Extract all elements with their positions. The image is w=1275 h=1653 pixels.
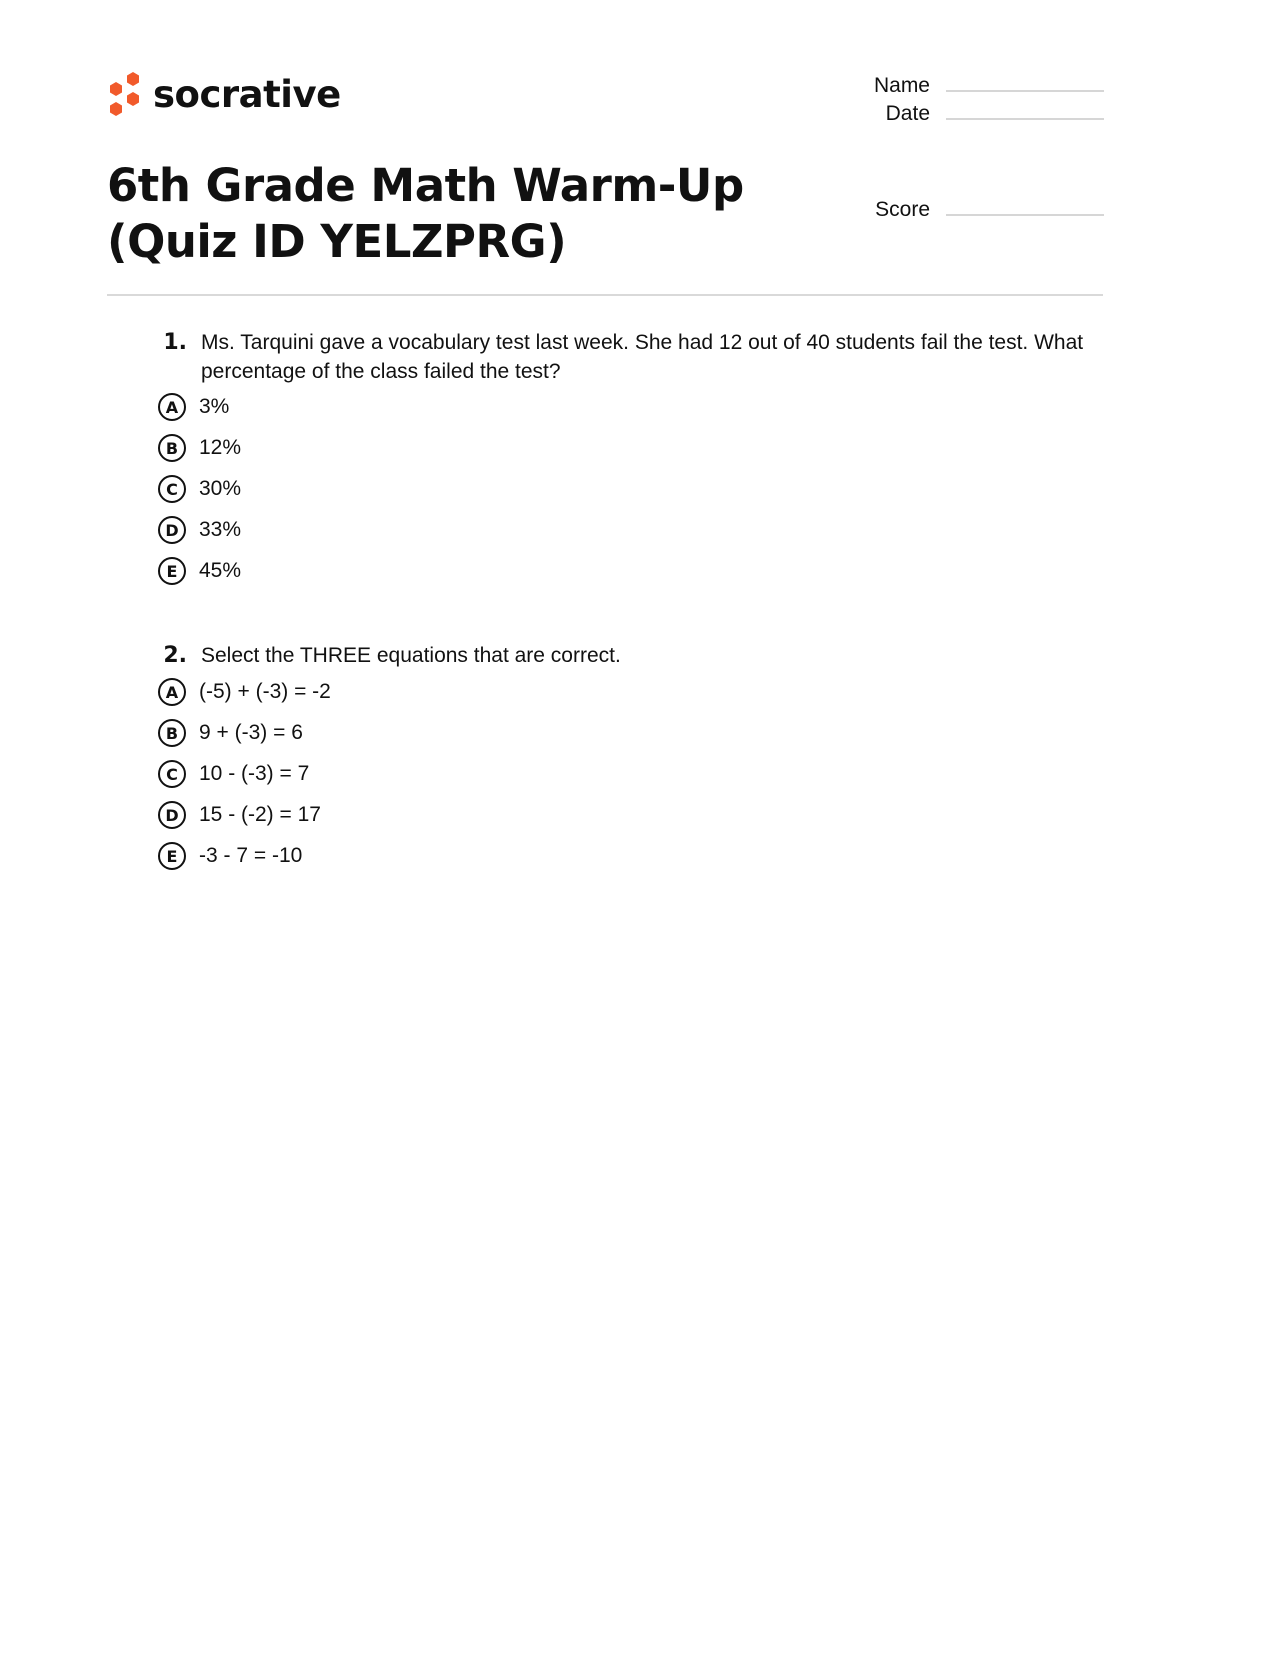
option-text: 15 - (-2) = 17 bbox=[199, 803, 321, 826]
option-b[interactable] bbox=[158, 432, 241, 464]
answer-bubble[interactable]: C bbox=[158, 760, 186, 788]
answer-bubble[interactable]: B bbox=[158, 719, 186, 747]
hexagon-cluster-icon bbox=[107, 72, 143, 120]
option-e[interactable] bbox=[158, 555, 241, 587]
answer-bubble[interactable]: E bbox=[158, 557, 186, 585]
answer-bubble[interactable]: D bbox=[158, 801, 186, 829]
brand-name: socrative bbox=[153, 72, 341, 116]
question-text: Ms. Tarquini gave a vocabulary test last week. She had 12 out of 40 students fail the test. What percentage of the class failed the test? bbox=[201, 331, 1084, 383]
socrative-logo bbox=[107, 70, 341, 122]
option-text: 30% bbox=[199, 477, 242, 500]
option-d[interactable] bbox=[158, 514, 241, 546]
answer-bubble[interactable]: A bbox=[158, 678, 186, 706]
option-e[interactable] bbox=[158, 840, 302, 872]
option-text: 45% bbox=[199, 559, 242, 582]
answer-bubble[interactable]: D bbox=[158, 516, 186, 544]
score-field[interactable] bbox=[840, 198, 1104, 222]
name-field[interactable] bbox=[840, 74, 1104, 98]
option-a[interactable] bbox=[158, 676, 331, 708]
option-text: 3% bbox=[199, 395, 230, 418]
option-c[interactable] bbox=[158, 473, 241, 505]
option-text: 33% bbox=[199, 518, 242, 541]
question-number: 1. bbox=[163, 330, 187, 355]
option-d[interactable] bbox=[158, 799, 321, 831]
quiz-title: 6th Grade Math Warm-Up (Quiz ID YELZPRG) bbox=[107, 159, 744, 268]
answer-bubble[interactable]: C bbox=[158, 475, 186, 503]
name-label: Name bbox=[873, 74, 930, 97]
option-c[interactable] bbox=[158, 758, 309, 790]
answer-bubble[interactable]: A bbox=[158, 393, 186, 421]
option-text: (-5) + (-3) = -2 bbox=[199, 680, 331, 703]
score-line[interactable] bbox=[946, 214, 1104, 216]
question-text: Select the THREE equations that are correct. bbox=[201, 644, 621, 667]
score-label: Score bbox=[875, 198, 930, 221]
answer-bubble[interactable]: B bbox=[158, 434, 186, 462]
answer-bubble[interactable]: E bbox=[158, 842, 186, 870]
date-line[interactable] bbox=[946, 118, 1104, 120]
question-number: 2. bbox=[163, 643, 187, 668]
option-a[interactable] bbox=[158, 391, 229, 423]
option-text: 9 + (-3) = 6 bbox=[199, 721, 303, 744]
date-field[interactable] bbox=[840, 102, 1104, 126]
option-text: -3 - 7 = -10 bbox=[199, 844, 303, 867]
option-b[interactable] bbox=[158, 717, 303, 749]
header-divider bbox=[107, 294, 1103, 296]
option-text: 10 - (-3) = 7 bbox=[199, 762, 310, 785]
option-text: 12% bbox=[199, 436, 242, 459]
name-line[interactable] bbox=[946, 90, 1104, 92]
date-label: Date bbox=[885, 102, 930, 125]
